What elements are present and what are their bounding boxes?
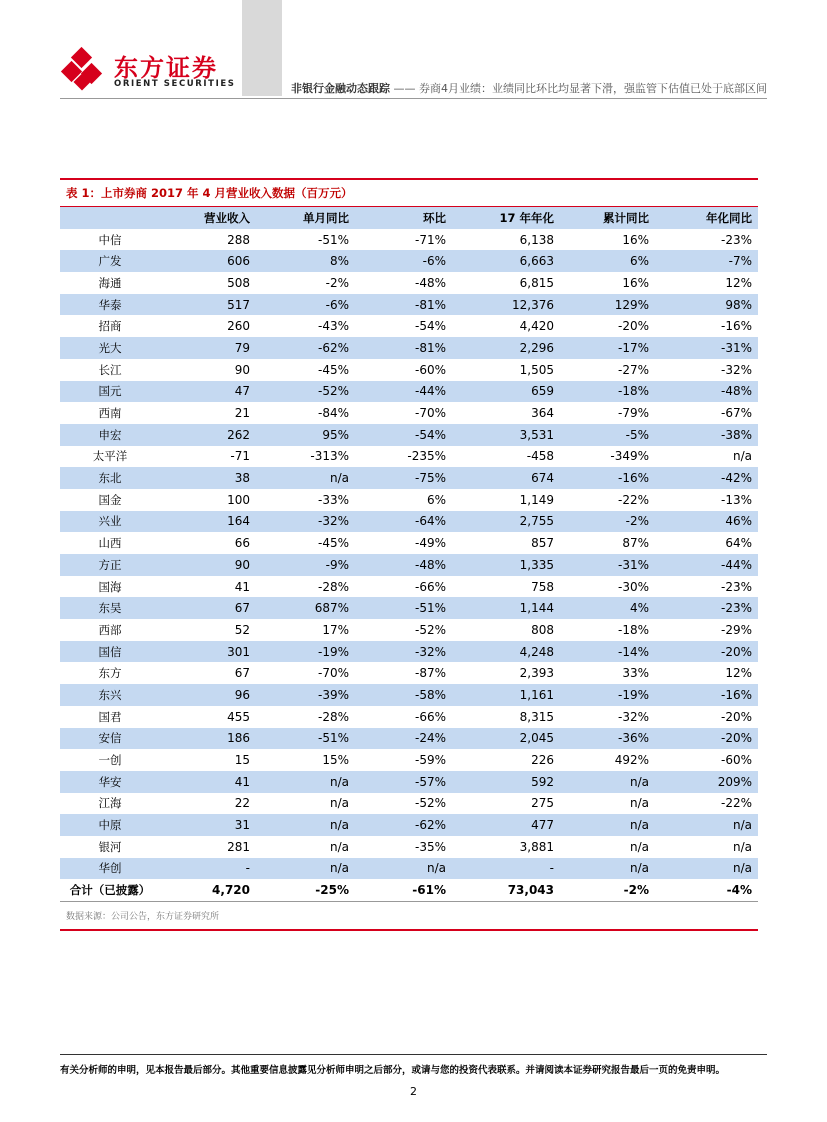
value-cell: 90: [160, 554, 256, 576]
column-header: 年化同比: [655, 207, 758, 229]
value-cell: -70%: [414, 406, 446, 421]
broker-name-cell: 国金: [98, 492, 122, 507]
value-cell: 41: [160, 771, 256, 793]
value-cell: n/a: [560, 771, 655, 793]
value-cell: -48%: [655, 381, 758, 403]
broker-name-cell: 银河: [98, 839, 122, 854]
value-cell: -22%: [720, 796, 752, 811]
value-cell: -313%: [310, 449, 349, 464]
value-cell: 64%: [725, 536, 752, 551]
company-logo: [60, 46, 236, 98]
value-cell: 67: [234, 666, 250, 681]
value-cell: -20%: [617, 319, 649, 334]
broker-name-cell: 西南: [98, 406, 122, 421]
value-cell: 455: [227, 709, 250, 724]
value-cell: -61%: [412, 883, 446, 898]
column-header: [60, 207, 160, 229]
value-cell: 687%: [256, 597, 355, 619]
table-row: [60, 250, 758, 272]
value-cell: -235%: [407, 449, 446, 464]
value-cell: n/a: [560, 858, 655, 880]
value-cell: 33%: [622, 666, 649, 681]
value-cell: -52%: [414, 622, 446, 637]
value-cell: -62%: [355, 814, 452, 836]
value-cell: -24%: [355, 728, 452, 750]
value-cell: -19%: [256, 641, 355, 663]
value-cell: -42%: [655, 467, 758, 489]
broker-name-cell: 中原: [60, 814, 160, 836]
value-cell: -5%: [560, 424, 655, 446]
table-body: [60, 229, 758, 901]
value-cell: 857: [531, 536, 554, 551]
column-header: 累计同比: [560, 207, 655, 229]
value-cell: -52%: [256, 381, 355, 403]
value-cell: n/a: [329, 839, 349, 854]
value-cell: n/a: [560, 814, 655, 836]
table-source-note: 数据来源：公司公告，东方证券研究所: [60, 901, 758, 929]
table-row: [60, 641, 758, 663]
value-cell: -36%: [560, 728, 655, 750]
table-row: [60, 381, 758, 403]
broker-name-cell: 东兴: [60, 684, 160, 706]
logo-mark-icon: [60, 46, 108, 94]
value-cell: -4%: [726, 883, 752, 898]
value-cell: -79%: [617, 406, 649, 421]
value-cell: -2%: [560, 511, 655, 533]
value-cell: n/a: [256, 467, 355, 489]
value-cell: 100: [227, 492, 250, 507]
value-cell: 96: [160, 684, 256, 706]
value-cell: -48%: [414, 275, 446, 290]
value-cell: -31%: [560, 554, 655, 576]
value-cell: 1,149: [519, 492, 554, 507]
value-cell: -13%: [720, 492, 752, 507]
value-cell: -81%: [355, 294, 452, 316]
value-cell: 12%: [725, 666, 752, 681]
value-cell: -6%: [355, 250, 452, 272]
value-cell: -48%: [355, 554, 452, 576]
value-cell: 2,393: [519, 666, 554, 681]
broker-name-cell: 太平洋: [92, 449, 128, 464]
value-cell: 47: [160, 381, 256, 403]
table-bottom-rule: [60, 929, 758, 931]
value-cell: 209%: [655, 771, 758, 793]
table-row: [60, 359, 758, 381]
value-cell: 2,755: [452, 511, 560, 533]
broker-name-cell: 东北: [60, 467, 160, 489]
revenue-table: [60, 207, 758, 901]
value-cell: -: [452, 858, 560, 880]
value-cell: 16%: [622, 232, 649, 247]
table-title: 表 1：上市券商 2017 年 4 月营业收入数据（百万元）: [66, 186, 353, 200]
value-cell: 674: [452, 467, 560, 489]
value-cell: -25%: [315, 883, 349, 898]
value-cell: 15%: [322, 753, 349, 768]
value-cell: -458: [526, 449, 554, 464]
value-cell: 4%: [560, 597, 655, 619]
value-cell: -57%: [355, 771, 452, 793]
broker-name-cell: 东方: [98, 666, 122, 681]
value-cell: 508: [227, 275, 250, 290]
value-cell: 3,881: [519, 839, 554, 854]
table-row: [60, 619, 758, 641]
table-row: [60, 489, 758, 511]
broker-name-cell: 东吴: [60, 597, 160, 619]
value-cell: 12,376: [452, 294, 560, 316]
value-cell: -58%: [355, 684, 452, 706]
value-cell: 1,161: [452, 684, 560, 706]
table-row: [60, 511, 758, 533]
broker-name-cell: 江海: [98, 796, 122, 811]
value-cell: -18%: [560, 381, 655, 403]
value-cell: -52%: [414, 796, 446, 811]
report-title: —— 券商4月业绩：业绩同比环比均显著下滑，强监管下估值已处于底部区间: [393, 82, 767, 95]
value-cell: 758: [531, 579, 554, 594]
value-cell: 16%: [622, 275, 649, 290]
value-cell: 592: [452, 771, 560, 793]
value-cell: -23%: [655, 597, 758, 619]
broker-name-cell: 光大: [60, 337, 160, 359]
table-row: [60, 424, 758, 446]
value-cell: 364: [531, 406, 554, 421]
table-row: [60, 467, 758, 489]
table-row: [60, 858, 758, 880]
value-cell: 90: [234, 362, 250, 377]
value-cell: -2%: [325, 275, 349, 290]
broker-name-cell: 华创: [60, 858, 160, 880]
broker-name-cell: 长江: [98, 362, 122, 377]
broker-name-cell: 国元: [60, 381, 160, 403]
value-cell: n/a: [732, 449, 752, 464]
value-cell: 12%: [725, 275, 752, 290]
value-cell: 1,335: [452, 554, 560, 576]
table-row: [60, 554, 758, 576]
value-cell: -44%: [655, 554, 758, 576]
column-header: 单月同比: [256, 207, 355, 229]
value-cell: 4,420: [519, 319, 554, 334]
value-cell: 477: [452, 814, 560, 836]
value-cell: 41: [234, 579, 250, 594]
footer-divider: [60, 1054, 767, 1055]
value-cell: 2,296: [452, 337, 560, 359]
table-row: [60, 771, 758, 793]
value-cell: 17%: [322, 622, 349, 637]
value-cell: 288: [227, 232, 250, 247]
broker-name-cell: 合计（已披露）: [69, 883, 151, 898]
table-row: [60, 749, 758, 771]
value-cell: 6,815: [519, 275, 554, 290]
value-cell: -: [160, 858, 256, 880]
value-cell: -84%: [317, 406, 349, 421]
broker-name-cell: 国信: [60, 641, 160, 663]
value-cell: 6%: [426, 492, 446, 507]
column-header: 17 年年化: [452, 207, 560, 229]
value-cell: -2%: [623, 883, 649, 898]
value-cell: 129%: [560, 294, 655, 316]
broker-name-cell: 国海: [98, 579, 122, 594]
revenue-table-section: [60, 178, 758, 931]
value-cell: n/a: [256, 814, 355, 836]
value-cell: 492%: [614, 753, 649, 768]
value-cell: 164: [160, 511, 256, 533]
value-cell: -75%: [355, 467, 452, 489]
value-cell: -54%: [414, 319, 446, 334]
table-row: [60, 402, 758, 424]
value-cell: -66%: [414, 709, 446, 724]
value-cell: 95%: [256, 424, 355, 446]
logo-english-name: ORIENT SECURITIES: [114, 79, 236, 89]
value-cell: -67%: [720, 406, 752, 421]
value-cell: -64%: [355, 511, 452, 533]
value-cell: -51%: [317, 232, 349, 247]
value-cell: 31: [160, 814, 256, 836]
value-cell: -51%: [355, 597, 452, 619]
value-cell: -70%: [317, 666, 349, 681]
value-cell: -28%: [317, 579, 349, 594]
table-row: [60, 229, 758, 251]
header-gray-block: [242, 0, 282, 96]
value-cell: 6,663: [452, 250, 560, 272]
table-row: [60, 272, 758, 294]
broker-name-cell: 山西: [98, 536, 122, 551]
table-row: [60, 576, 758, 598]
value-cell: 46%: [655, 511, 758, 533]
value-cell: 52: [234, 622, 250, 637]
value-cell: -23%: [720, 579, 752, 594]
value-cell: 262: [160, 424, 256, 446]
value-cell: 517: [160, 294, 256, 316]
value-cell: -19%: [560, 684, 655, 706]
report-header: [282, 80, 767, 97]
broker-name-cell: 一创: [98, 753, 122, 768]
value-cell: n/a: [256, 858, 355, 880]
value-cell: 6,138: [519, 232, 554, 247]
value-cell: -81%: [355, 337, 452, 359]
value-cell: 8,315: [519, 709, 554, 724]
value-cell: -6%: [256, 294, 355, 316]
value-cell: -7%: [655, 250, 758, 272]
broker-name-cell: 国君: [98, 709, 122, 724]
value-cell: 3,531: [452, 424, 560, 446]
value-cell: -20%: [655, 728, 758, 750]
value-cell: n/a: [655, 814, 758, 836]
table-row: [60, 684, 758, 706]
page-number: 2: [410, 1085, 417, 1098]
table-row: [60, 836, 758, 858]
broker-name-cell: 华泰: [60, 294, 160, 316]
value-cell: 38: [160, 467, 256, 489]
value-cell: 98%: [655, 294, 758, 316]
value-cell: 8%: [256, 250, 355, 272]
value-cell: -16%: [655, 684, 758, 706]
value-cell: 659: [452, 381, 560, 403]
value-cell: 2,045: [452, 728, 560, 750]
broker-name-cell: 招商: [98, 319, 122, 334]
value-cell: 275: [531, 796, 554, 811]
value-cell: -71%: [414, 232, 446, 247]
table-row: [60, 315, 758, 337]
value-cell: 6%: [560, 250, 655, 272]
broker-name-cell: 西部: [98, 622, 122, 637]
table-row: [60, 662, 758, 684]
table-header-row: [60, 207, 758, 229]
value-cell: -59%: [414, 753, 446, 768]
value-cell: n/a: [256, 771, 355, 793]
value-cell: 15: [234, 753, 250, 768]
value-cell: 87%: [622, 536, 649, 551]
value-cell: 186: [160, 728, 256, 750]
logo-chinese-name: 东方证券: [114, 54, 218, 82]
value-cell: 606: [160, 250, 256, 272]
broker-name-cell: 中信: [98, 232, 122, 247]
value-cell: -71: [230, 449, 250, 464]
value-cell: n/a: [629, 796, 649, 811]
report-type: 非银行金融动态跟踪: [291, 82, 390, 95]
value-cell: -87%: [414, 666, 446, 681]
value-cell: -60%: [414, 362, 446, 377]
value-cell: -51%: [256, 728, 355, 750]
value-cell: -23%: [720, 232, 752, 247]
value-cell: -49%: [414, 536, 446, 551]
value-cell: -39%: [256, 684, 355, 706]
value-cell: 79: [160, 337, 256, 359]
table-row: [60, 337, 758, 359]
value-cell: 1,505: [519, 362, 554, 377]
table-row: [60, 532, 758, 554]
value-cell: -35%: [414, 839, 446, 854]
value-cell: 260: [227, 319, 250, 334]
value-cell: -18%: [617, 622, 649, 637]
value-cell: n/a: [655, 858, 758, 880]
value-cell: -349%: [610, 449, 649, 464]
broker-name-cell: 申宏: [60, 424, 160, 446]
value-cell: -62%: [256, 337, 355, 359]
value-cell: 808: [531, 622, 554, 637]
table-row: [60, 294, 758, 316]
value-cell: 4,248: [452, 641, 560, 663]
value-cell: -66%: [414, 579, 446, 594]
value-cell: 22: [234, 796, 250, 811]
value-cell: n/a: [629, 839, 649, 854]
value-cell: -17%: [560, 337, 655, 359]
table-total-row: [60, 879, 758, 901]
value-cell: -9%: [256, 554, 355, 576]
value-cell: -32%: [256, 511, 355, 533]
value-cell: -33%: [317, 492, 349, 507]
value-cell: -14%: [560, 641, 655, 663]
value-cell: n/a: [329, 796, 349, 811]
value-cell: 301: [160, 641, 256, 663]
table-row: [60, 706, 758, 728]
value-cell: n/a: [732, 839, 752, 854]
broker-name-cell: 方正: [60, 554, 160, 576]
value-cell: -32%: [355, 641, 452, 663]
value-cell: 67: [160, 597, 256, 619]
column-header: 环比: [355, 207, 452, 229]
table-row: [60, 814, 758, 836]
table-row: [60, 446, 758, 468]
value-cell: -29%: [720, 622, 752, 637]
table-row: [60, 793, 758, 815]
value-cell: 4,720: [212, 883, 250, 898]
value-cell: -43%: [317, 319, 349, 334]
value-cell: -16%: [720, 319, 752, 334]
value-cell: n/a: [355, 858, 452, 880]
value-cell: 1,144: [452, 597, 560, 619]
value-cell: -27%: [617, 362, 649, 377]
value-cell: 281: [227, 839, 250, 854]
value-cell: -44%: [355, 381, 452, 403]
value-cell: 21: [234, 406, 250, 421]
value-cell: -20%: [720, 709, 752, 724]
value-cell: -22%: [617, 492, 649, 507]
value-cell: -54%: [355, 424, 452, 446]
value-cell: 73,043: [507, 883, 554, 898]
footer-disclaimer: 有关分析师的申明，见本报告最后部分。其他重要信息披露见分析师申明之后部分，或请与您的投资代表联系。并请阅读本证券研究报告最后一页的免责申明。: [60, 1065, 726, 1076]
value-cell: -45%: [317, 362, 349, 377]
value-cell: -31%: [655, 337, 758, 359]
broker-name-cell: 广发: [60, 250, 160, 272]
broker-name-cell: 海通: [98, 275, 122, 290]
value-cell: -16%: [560, 467, 655, 489]
value-cell: -45%: [317, 536, 349, 551]
header-divider: [60, 98, 767, 99]
column-header: 营业收入: [160, 207, 256, 229]
table-row: [60, 597, 758, 619]
broker-name-cell: 华安: [60, 771, 160, 793]
value-cell: 226: [531, 753, 554, 768]
value-cell: 66: [234, 536, 250, 551]
broker-name-cell: 安信: [60, 728, 160, 750]
value-cell: -28%: [317, 709, 349, 724]
value-cell: -30%: [617, 579, 649, 594]
value-cell: -32%: [720, 362, 752, 377]
value-cell: -38%: [655, 424, 758, 446]
value-cell: -20%: [655, 641, 758, 663]
value-cell: -60%: [720, 753, 752, 768]
broker-name-cell: 兴业: [60, 511, 160, 533]
value-cell: -32%: [617, 709, 649, 724]
table-row: [60, 728, 758, 750]
